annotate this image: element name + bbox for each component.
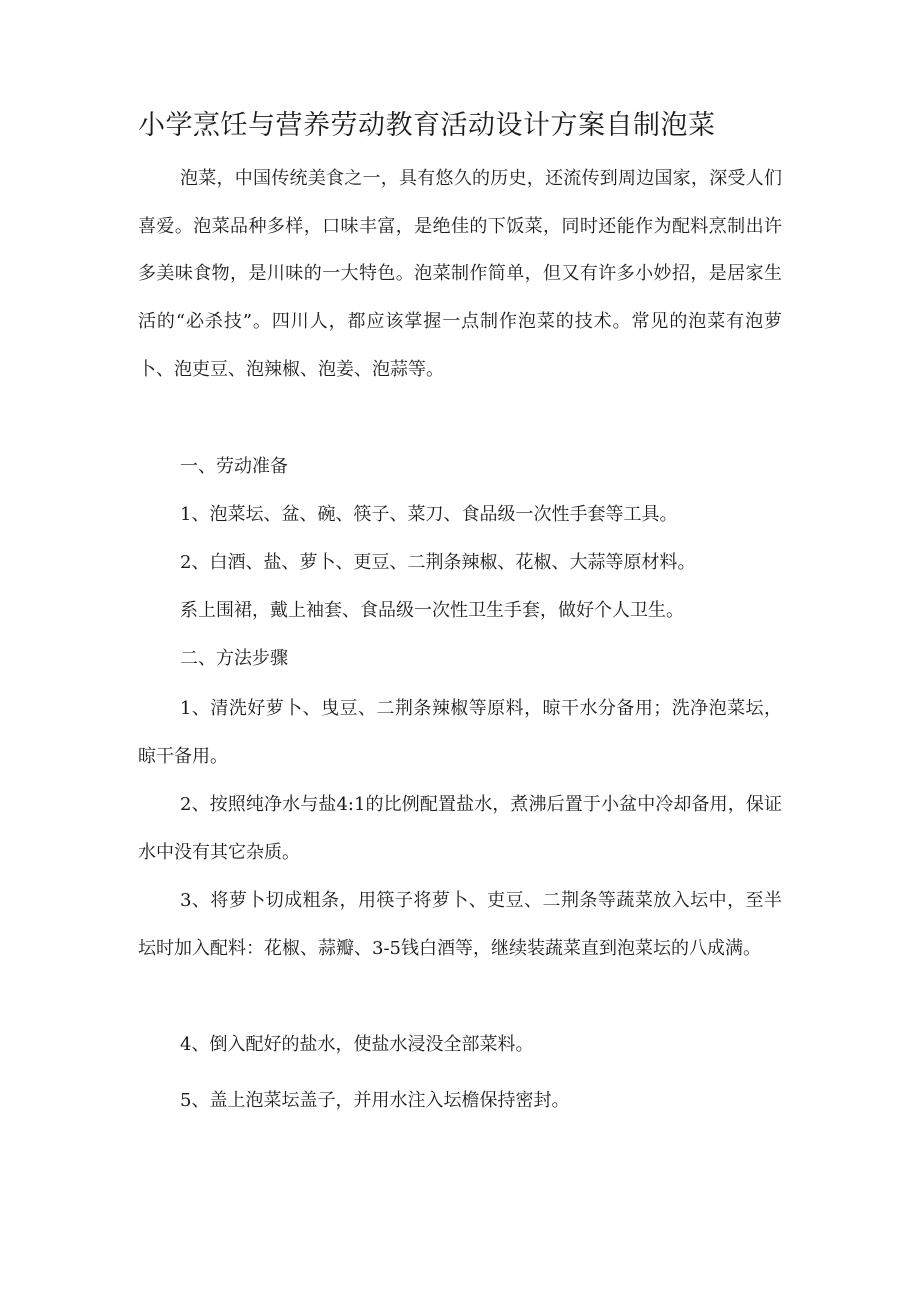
preparation-item-ingredients: 2、白酒、盐、萝卜、更豆、二荆条辣椒、花椒、大蒜等原材料。: [180, 552, 696, 573]
step-2: 2、按照纯净水与盐4:1的比例配置盐水，煮沸后置于小盆中冷却备用，保证水中没有其它杂质。: [138, 794, 782, 863]
step-4: 4、倒入配好的盐水，使盐水浸没全部菜料。: [180, 1034, 534, 1055]
step-5: 5、盖上泡菜坛盖子，并用水注入坛檐保持密封。: [180, 1090, 570, 1111]
section-heading-steps: 二、方法步骤: [180, 648, 288, 669]
section-heading-preparation: 一、劳动准备: [180, 456, 288, 477]
preparation-item-tools: 1、泡菜坛、盆、碗、筷子、菜刀、食品级一次性手套等工具。: [180, 504, 678, 525]
preparation-item-hygiene: 系上围裙，戴上袖套、食品级一次性卫生手套，做好个人卫生。: [180, 600, 684, 621]
document-title: 小学烹饪与营养劳动教育活动设计方案自制泡菜: [138, 110, 716, 141]
intro-paragraph: 泡菜，中国传统美食之一，具有悠久的历史，还流传到周边国家，深受人们喜爱。泡菜品种多样，口味丰富，是绝佳的下饭菜，同时还能作为配料烹制出许多美味食物，是川味的一大特色。泡菜制作简单，但又有许多小妙招，是居家生活的“必杀技”。四川人，都应该掌握一点制作泡菜的技术。常见的泡菜有泡萝卜、泡吏豆、泡辣椒、泡姜、泡蒜等。: [138, 168, 782, 380]
step-3: 3、将萝卜切成粗条，用筷子将萝卜、吏豆、二荆条等蔬菜放入坛中，至半坛时加入配料：花椒、蒜瓣、3-5钱白酒等，继续装蔬菜直到泡菜坛的八成满。: [138, 890, 782, 959]
step-1: 1、清洗好萝卜、曳豆、二荆条辣椒等原料，晾干水分备用；洗净泡菜坛，晾干备用。: [138, 698, 782, 767]
